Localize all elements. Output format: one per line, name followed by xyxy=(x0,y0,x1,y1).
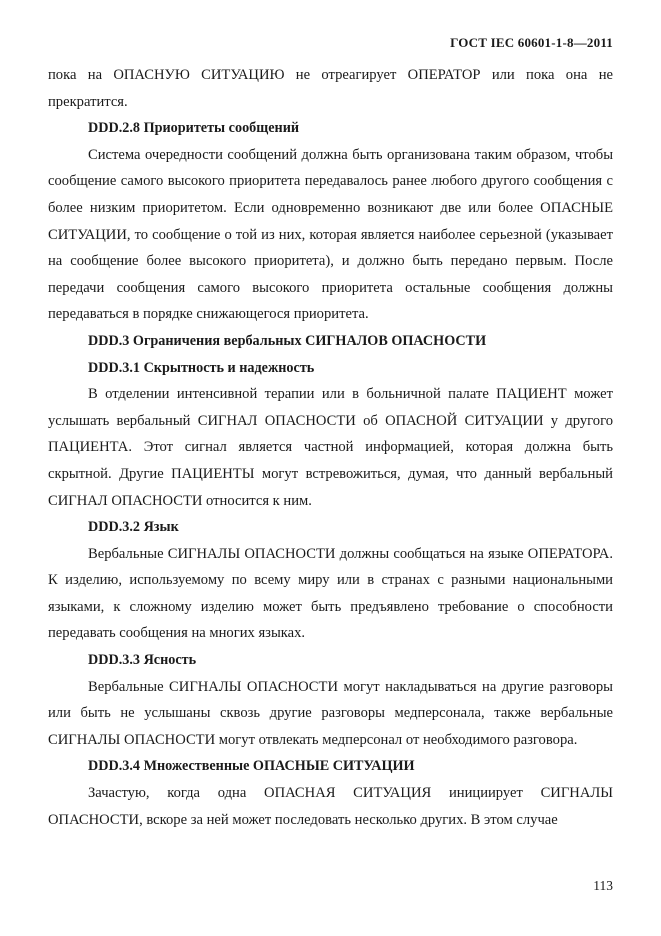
paragraph-clarity: Вербальные СИГНАЛЫ ОПАСНОСТИ могут накладываться на другие разговоры или быть не услышаны сквозь другие разговоры медперсонала, также вербальные СИГНАЛЫ ОПАСНОСТИ могут отвлекать медперсонал от необходимого разговора. xyxy=(48,678,613,748)
paragraph-continuation: пока на ОПАСНУЮ СИТУАЦИЮ не отреагирует ОПЕРАТОР или пока она не прекратится. xyxy=(48,67,613,110)
section-heading-ddd-3-2: DDD.3.2 Язык xyxy=(88,519,179,536)
section-heading-ddd-3-1: DDD.3.1 Скрытность и надежность xyxy=(88,359,315,376)
section-heading-ddd-3: DDD.3 Ограничения вербальных СИГНАЛОВ ОПАСНОСТИ xyxy=(88,332,487,349)
page-number: 113 xyxy=(593,878,613,893)
paragraph-multiple-situations: Зачастую, когда одна ОПАСНАЯ СИТУАЦИЯ инициирует СИГНАЛЫ ОПАСНОСТИ, вскоре за ней может последовать несколько других. В этом случае xyxy=(48,785,613,828)
paragraph-privacy: В отделении интенсивной терапии или в больничной палате ПАЦИЕНТ может услышать вербальный СИГНАЛ ОПАСНОСТИ об ОПАСНОЙ СИТУАЦИИ у другого ПАЦИЕНТА. Этот сигнал является частной информацией, которая должна быть скрытной. Другие ПАЦИЕНТЫ могут встревожиться, думая, что данный вербальный СИГНАЛ ОПАСНОСТИ относится к ним. xyxy=(48,386,613,509)
paragraph-message-priorities: Система очередности сообщений должна быть организована таким образом, чтобы сообщение самого высокого приоритета передавалось ранее любого другого сообщения с более низким приоритетом. Если одновременно возникают две или более ОПАСНЫЕ СИТУАЦИИ, то сообщение о той из них, которая является наиболее серьезной (указывает на сообщение более высокого приоритета), и должно быть передано первым. После передачи сообщения самого высокого приоритета остальные сообщения должны передаваться в порядке снижающегося приоритета. xyxy=(48,146,613,323)
section-heading-ddd-2-8: DDD.2.8 Приоритеты сообщений xyxy=(88,120,300,137)
section-heading-ddd-3-4: DDD.3.4 Множественные ОПАСНЫЕ СИТУАЦИИ xyxy=(88,758,415,775)
page-body xyxy=(48,62,613,833)
running-header: ГОСТ IEC 60601-1-8—2011 xyxy=(450,35,613,50)
section-heading-ddd-3-3: DDD.3.3 Ясность xyxy=(88,652,197,669)
paragraph-language: Вербальные СИГНАЛЫ ОПАСНОСТИ должны сообщаться на языке ОПЕРАТОРА. К изделию, используемому по всему миру или в странах с разными национальными языками, к сложному изделию может быть предъявлено требование о способности передавать сообщения на многих языках. xyxy=(48,545,613,642)
